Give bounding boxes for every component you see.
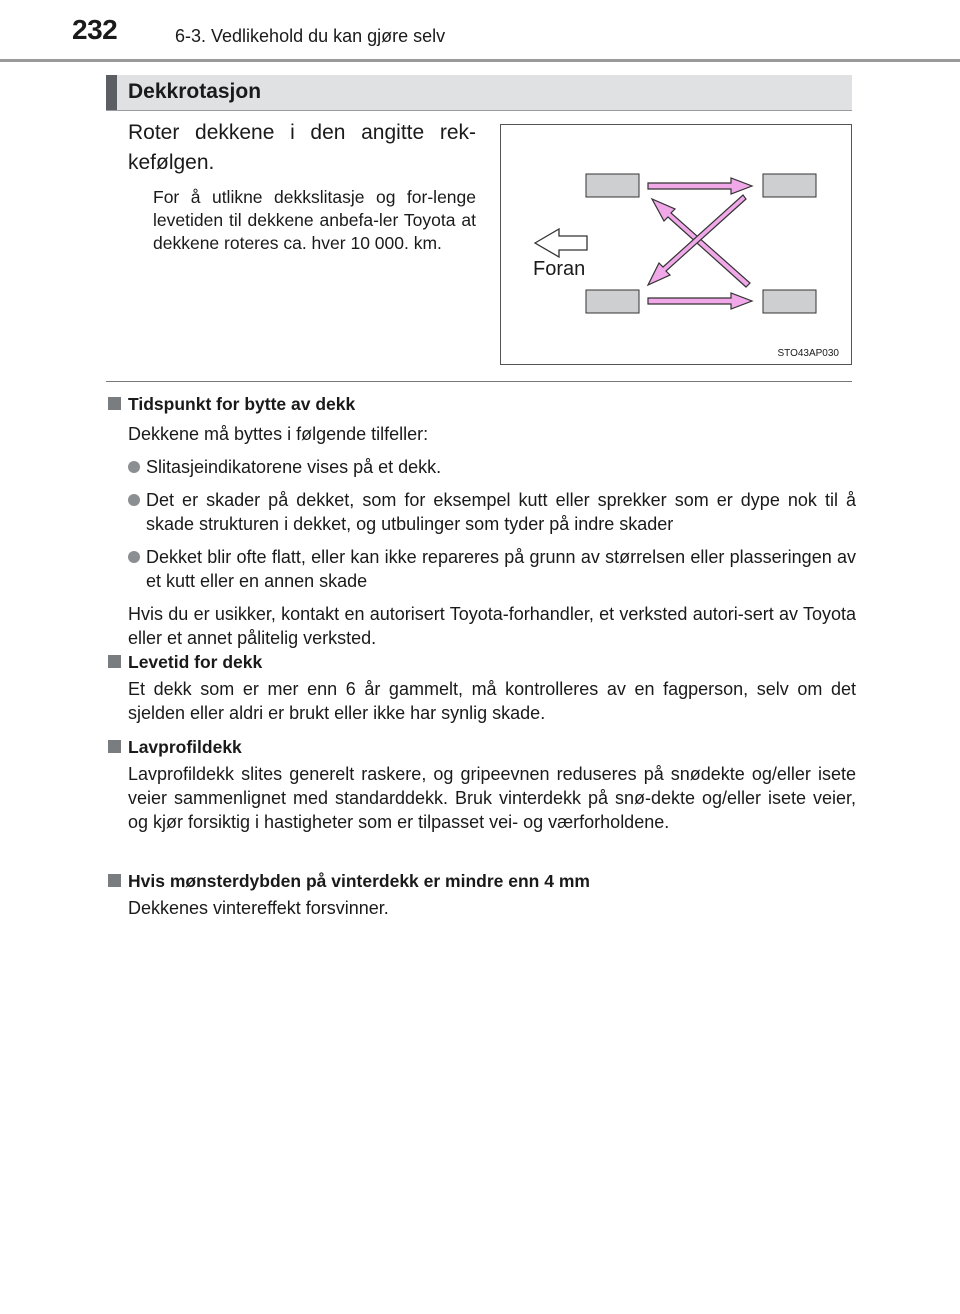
tire-rotation-diagram (501, 125, 851, 364)
square-bullet-icon (108, 397, 121, 410)
intro-body: For å utlikne dekkslitasje og for-lenge levetiden til dekkene anbefa-ler Toyota at dekkene roteres ca. hver 10 000. km. (153, 187, 476, 253)
figure-code: STO43AP030 (777, 348, 839, 359)
low-profile-text: Lavprofildekk slites generelt raskere, og gripeevnen reduseres på snødekte og/eller isete veier sammenlignet med standarddekk. Bruk vinterdekk på snø-dekte og/eller isete veier, og kjør forsiktig i hastigheter som er tilpasset vei- og værforholdene. (128, 764, 856, 832)
tire-change-note: Hvis du er usikker, kontakt en autorisert Toyota-forhandler, et verksted autori-sert av Toyota eller et annet pålitelig verksted. (128, 604, 856, 648)
tire-life-section (108, 650, 856, 725)
front-direction-arrow-icon (535, 229, 587, 257)
circle-bullet-icon (128, 551, 140, 563)
page-number: 232 (72, 14, 118, 45)
tire-life-text: Et dekk som er mer enn 6 år gammelt, må kontrolleres av en fagperson, selv om det sjelden eller aldri er brukt eller ikke har synlig skade. (128, 679, 856, 723)
circle-bullet-icon (128, 494, 140, 506)
rotation-arrow-front (648, 178, 752, 194)
square-bullet-icon (108, 874, 121, 887)
tire-rear-left (586, 290, 639, 313)
tire-change-lead: Dekkene må byttes i følgende tilfeller: (128, 424, 429, 444)
tire-life-heading (108, 650, 856, 674)
tire-change-section (108, 392, 856, 650)
list-item (108, 455, 856, 479)
tire-front-left (586, 174, 639, 197)
rotation-arrow-rear (648, 293, 752, 309)
section-title: Dekkrotasjon (128, 80, 262, 103)
front-label: Foran (533, 258, 586, 280)
section-accent (106, 75, 117, 110)
tire-life-heading-text: Levetid for dekk (128, 652, 263, 672)
circle-bullet-icon (128, 461, 140, 473)
square-bullet-icon (108, 740, 121, 753)
list-item-text: Dekket blir ofte flatt, eller kan ikke repareres på grunn av størrelsen eller plasseringen av et kutt eller en annen skade (146, 547, 856, 591)
winter-depth-heading (108, 869, 856, 893)
section-divider (106, 381, 852, 382)
list-item-text: Det er skader på dekket, som for eksempel kutt eller sprekker som er dype nok til å skade strukturen i dekket, og utbulinger som tyder på indre skader (146, 490, 856, 534)
winter-depth-text: Dekkenes vintereffekt forsvinner. (128, 898, 389, 918)
page-header (0, 0, 960, 62)
list-item (108, 545, 856, 593)
list-item (108, 488, 856, 536)
list-item-text: Slitasjeindikatorene vises på et dekk. (146, 457, 442, 477)
low-profile-section (108, 735, 856, 834)
chapter-title: 6-3. Vedlikehold du kan gjøre selv (175, 26, 446, 46)
tire-change-heading-text: Tidspunkt for bytte av dekk (128, 394, 356, 414)
tire-front-right (763, 174, 816, 197)
tire-rear-right (763, 290, 816, 313)
header-rule (0, 59, 960, 62)
tire-rotation-figure (500, 124, 852, 365)
low-profile-heading (108, 735, 856, 759)
section-title-bar (106, 75, 852, 111)
winter-depth-heading-text: Hvis mønsterdybden på vinterdekk er mindre enn 4 mm (128, 871, 590, 891)
intro-lead: Roter dekkene i den angitte rek-kefølgen. (128, 121, 476, 174)
winter-depth-section (108, 869, 856, 920)
tire-change-heading (108, 392, 856, 416)
low-profile-heading-text: Lavprofildekk (128, 737, 242, 757)
square-bullet-icon (108, 655, 121, 668)
